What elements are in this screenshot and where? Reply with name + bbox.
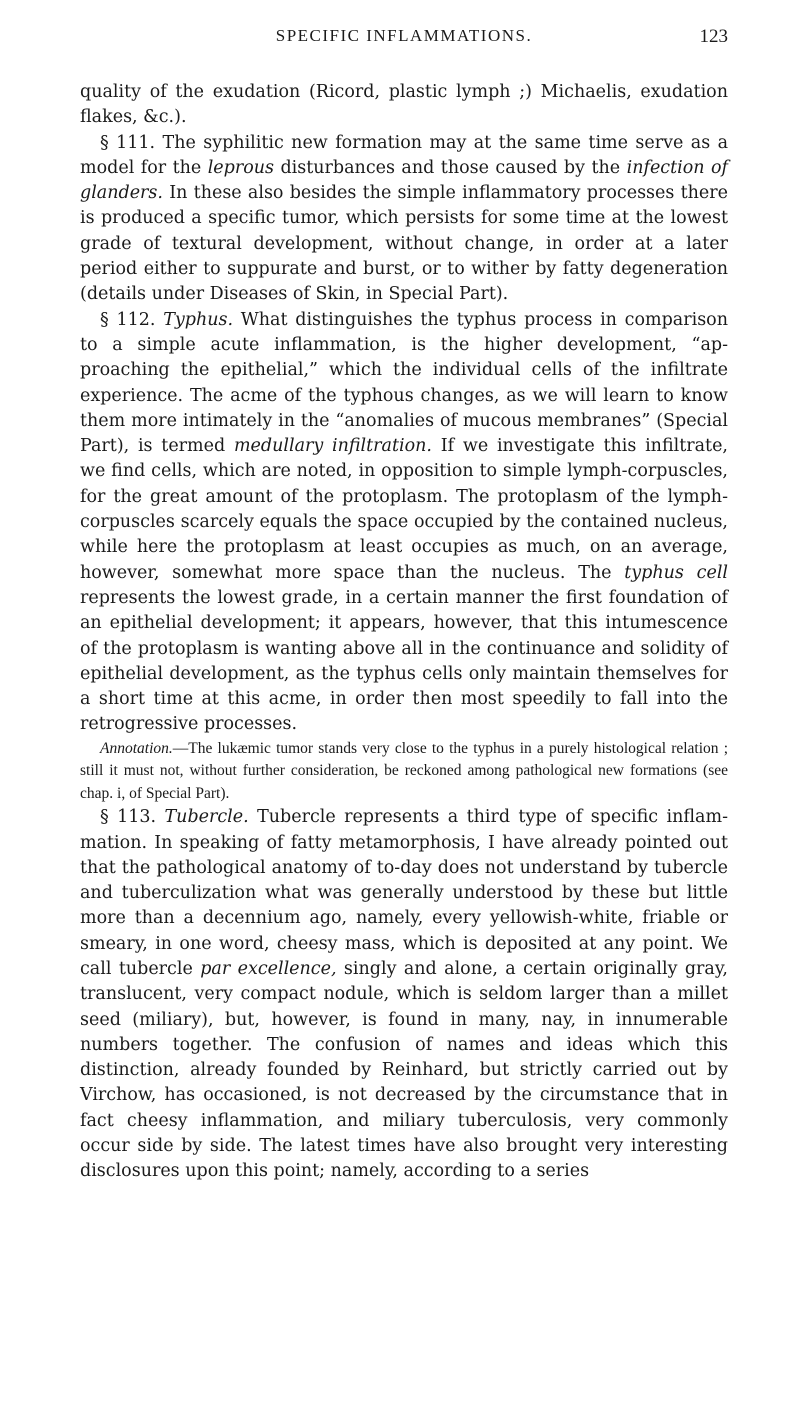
text-run: If we investigate this infiltrate, we find cells, which are noted, in opposition to simple lymph-corpuscles, for the great amount of the protoplasm. The protoplasm of the lymph-corpuscles scarcely equals the space occupied by the contained nucleus, while here the protoplasm at least occupies as much, on an average, however, somewhat more space than the nucleus. The: [80, 436, 728, 583]
section-113: [80, 805, 728, 1184]
section-marker: § 113.: [100, 807, 157, 828]
italic-term: medullary infiltration.: [233, 436, 432, 457]
italic-term: typhus cell: [624, 562, 729, 583]
running-title: SPECIFIC INFLAMMATIONS.: [275, 26, 533, 45]
annotation-label: Annotation.: [100, 739, 173, 757]
running-head: [80, 26, 728, 56]
italic-term: infection of glanders.: [80, 157, 729, 204]
annotation-text: —The lukæmic tumor stands very close to the typhus in a purely histological relation ; still it must not, without further consideration, be reckoned among pathological new formations (see chap. i, of Special Part).: [80, 739, 728, 802]
text-run: disturbances and those caused by the: [274, 157, 627, 178]
italic-term: par excellence,: [200, 959, 337, 979]
section-heading: Typhus.: [163, 309, 234, 330]
text-run: In these also besides the simple inflammatory processes there is produced a specific tumor, which persists for some time at the lowest grade of textural development, without change, in order at a later period either to suppurate and burst, or to wither by fatty degeneration (details under Diseases of Skin, in Special Part).: [80, 183, 728, 305]
section-heading: Tubercle.: [164, 807, 249, 828]
text-run: What distinguishes the typhus process in comparison to a simple acute inflammation, is the higher development, “approaching the epithelial,” which the individual cells of the infiltrate experience. The acme of the typhous changes, as we will learn to know them more intimately in the “anomalies of mucous membranes” (Special Part), is termed: [80, 309, 728, 457]
italic-term: leprous: [207, 157, 275, 178]
paragraph-continuation: quality of the exudation (Ricord, plastic lymph ;) Michaelis, exudation flakes, &c.).: [80, 82, 728, 128]
text-run: Tubercle represents a third type of specific inflammation. In speaking of fatty metamorphosis, I have already pointed out that the pathological anatomy of to-day does not understand by tubercle and tuberculization what was generally understood by these but little more than a decennium ago, namely, every yellowish-white, friable or smeary, in one word, cheesy mass, which is deposited at any point. We call tubercle: [80, 807, 728, 979]
section-111: [80, 131, 728, 308]
section-marker: § 111.: [100, 132, 156, 153]
text-run: represents the lowest grade, in a certain manner the first foundation of an epithelial development; it appears, however, that this intumescence of the protoplasm is wanting above all in the continuance and solidity of epithelial development, as the typhus cells only maintain themselves for a short time at this acme, in order then most speedily to fall into the retrogressive processes.: [80, 587, 728, 735]
annotation-note: [80, 738, 728, 806]
section-112: [80, 308, 728, 738]
page-number: 123: [699, 26, 728, 47]
text-run: The syphilitic new formation may at the same time serve as a model for the: [80, 132, 729, 178]
section-marker: § 112.: [100, 309, 156, 330]
body-text: [80, 80, 728, 1185]
text-run: singly and alone, a certain originally gray, translucent, very compact nodule, which is seldom larger than a millet seed (miliary), but, however, is found in many, nay, in innumerable numbers together. The confusion of names and ideas which this distinction, already founded by Reinhard, but strictly carried out by Virchow, has occasioned, is not decreased by the circumstance that in fact cheesy inflammation, and miliary tuberculosis, very commonly occur side by side. The latest times have also brought very interesting disclosures upon this point; namely, according to a series: [80, 959, 728, 1182]
